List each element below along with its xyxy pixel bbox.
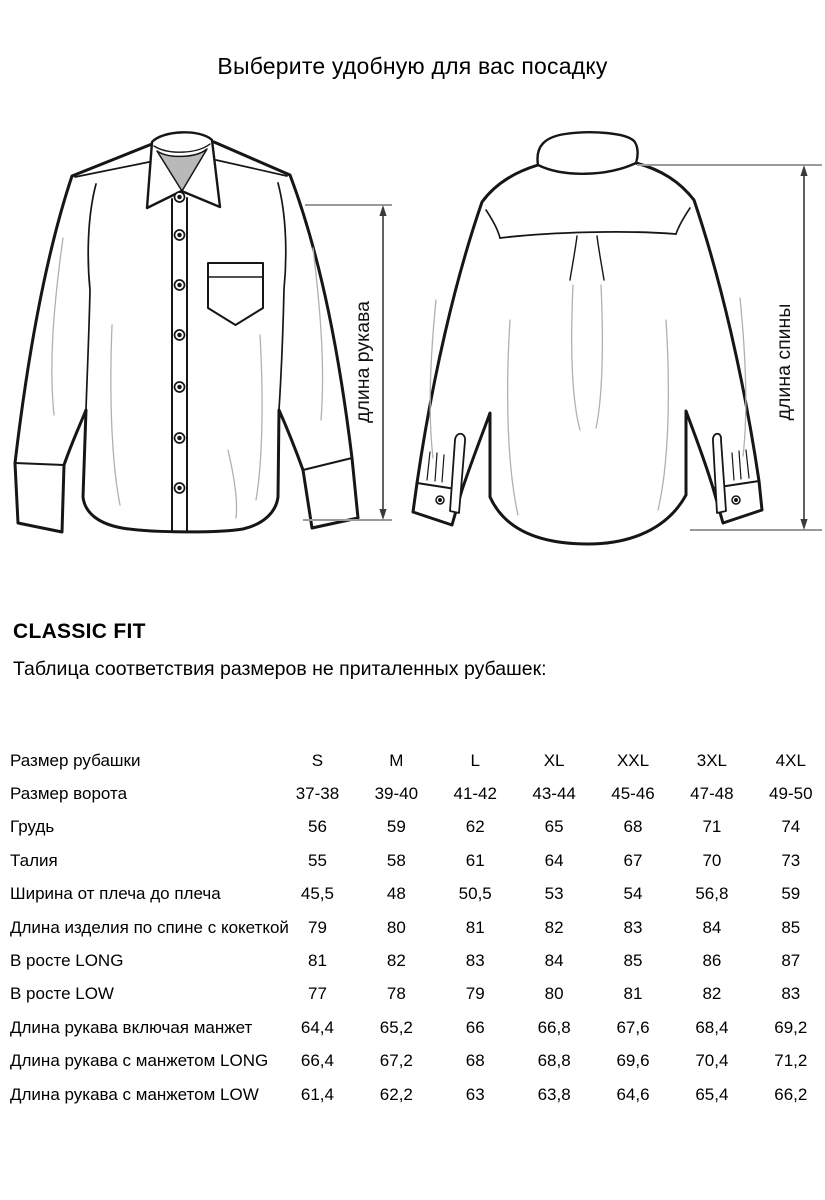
row-label: В росте LONG bbox=[10, 951, 124, 971]
size-cell: 82 bbox=[702, 984, 722, 1004]
size-cell: 68 bbox=[465, 1051, 485, 1071]
size-cell: L bbox=[470, 750, 480, 770]
size-cell: 83 bbox=[781, 984, 801, 1004]
size-cell: 37-38 bbox=[295, 784, 340, 804]
size-cell: 59 bbox=[781, 884, 801, 904]
size-cell: 83 bbox=[623, 917, 643, 937]
size-cell: 84 bbox=[702, 917, 722, 937]
row-label: В росте LOW bbox=[10, 984, 114, 1004]
size-cell: 61 bbox=[465, 850, 485, 870]
size-cell: 81 bbox=[307, 951, 327, 971]
size-cell: 69,6 bbox=[616, 1051, 650, 1071]
size-cell: 48 bbox=[386, 884, 406, 904]
row-label: Грудь bbox=[10, 817, 55, 837]
size-table-row bbox=[10, 744, 825, 777]
size-table-row bbox=[10, 844, 825, 877]
size-cell: 63 bbox=[465, 1084, 485, 1104]
size-cell: 65,4 bbox=[695, 1084, 729, 1104]
size-cell: 47-48 bbox=[690, 784, 734, 804]
row-label: Длина изделия по спине с кокеткой bbox=[10, 917, 289, 937]
size-cell: 66,4 bbox=[300, 1051, 334, 1071]
size-cell: 63,8 bbox=[537, 1084, 571, 1104]
size-cell: 56 bbox=[307, 817, 327, 837]
size-cell: 74 bbox=[781, 817, 801, 837]
page-title: Выберите удобную для вас посадку bbox=[217, 53, 608, 79]
size-cell: 80 bbox=[386, 917, 406, 937]
fit-heading: CLASSIC FIT bbox=[13, 620, 146, 643]
size-cell: 79 bbox=[307, 917, 327, 937]
size-table-row bbox=[10, 911, 825, 944]
size-cell: 62,2 bbox=[379, 1084, 413, 1104]
size-cell: 45,5 bbox=[300, 884, 334, 904]
row-label: Размер ворота bbox=[10, 784, 128, 804]
size-cell: 71 bbox=[702, 817, 722, 837]
size-table-row bbox=[10, 777, 825, 810]
size-table-row bbox=[10, 811, 825, 844]
size-cell: 49-50 bbox=[769, 784, 813, 804]
size-table-row bbox=[10, 978, 825, 1011]
size-cell: XXL bbox=[616, 750, 650, 770]
size-cell: 64,6 bbox=[616, 1084, 650, 1104]
size-cell: 84 bbox=[544, 951, 564, 971]
size-cell: 67 bbox=[623, 850, 643, 870]
size-cell: 71,2 bbox=[774, 1051, 808, 1071]
size-cell: 59 bbox=[386, 817, 406, 837]
size-cell: 67,6 bbox=[616, 1017, 650, 1037]
shirt-back-drawing bbox=[413, 132, 762, 544]
size-cell: 56,8 bbox=[695, 884, 729, 904]
row-label: Длина рукава включая манжет bbox=[10, 1017, 253, 1037]
size-cell: 65 bbox=[544, 817, 564, 837]
size-cell: M bbox=[389, 750, 404, 770]
sleeve-length-label: длина рукава bbox=[352, 301, 374, 423]
size-cell: 55 bbox=[307, 850, 327, 870]
back-length-label: длина спины bbox=[773, 303, 795, 421]
row-label: Длина рукава с манжетом LOW bbox=[10, 1084, 259, 1104]
size-cell: 45-46 bbox=[611, 784, 655, 804]
size-cell: 64,4 bbox=[300, 1017, 334, 1037]
row-label: Талия bbox=[10, 850, 58, 870]
row-label: Длина рукава с манжетом LONG bbox=[10, 1051, 269, 1071]
size-cell: 53 bbox=[544, 884, 564, 904]
size-cell: 82 bbox=[386, 951, 406, 971]
size-cell: 64 bbox=[544, 850, 564, 870]
size-cell: 3XL bbox=[696, 750, 728, 770]
size-cell: S bbox=[311, 750, 324, 770]
size-cell: 41-42 bbox=[453, 784, 497, 804]
size-table-row bbox=[10, 878, 825, 911]
size-cell: 62 bbox=[465, 817, 485, 837]
table-subtitle: Таблица соответствия размеров не приталенных рубашек: bbox=[13, 658, 547, 680]
row-label: Ширина от плеча до плеча bbox=[10, 884, 221, 904]
size-cell: 4XL bbox=[775, 750, 806, 770]
size-cell: 81 bbox=[465, 917, 485, 937]
size-cell: 67,2 bbox=[379, 1051, 413, 1071]
size-cell: 80 bbox=[544, 984, 564, 1004]
size-cell: 50,5 bbox=[458, 884, 492, 904]
size-cell: 85 bbox=[623, 951, 643, 971]
size-cell: 81 bbox=[623, 984, 643, 1004]
size-cell: 66,2 bbox=[774, 1084, 808, 1104]
shirt-diagrams bbox=[0, 120, 825, 600]
size-cell: 61,4 bbox=[300, 1084, 334, 1104]
size-cell: XL bbox=[543, 750, 565, 770]
size-cell: 70 bbox=[702, 850, 722, 870]
size-cell: 86 bbox=[702, 951, 722, 971]
size-cell: 43-44 bbox=[532, 784, 576, 804]
size-cell: 69,2 bbox=[774, 1017, 808, 1037]
size-cell: 68,4 bbox=[695, 1017, 729, 1037]
size-cell: 65,2 bbox=[379, 1017, 413, 1037]
size-cell: 79 bbox=[465, 984, 485, 1004]
shirt-front-drawing bbox=[15, 132, 358, 532]
size-cell: 87 bbox=[781, 951, 801, 971]
size-cell: 73 bbox=[781, 850, 801, 870]
size-cell: 77 bbox=[307, 984, 327, 1004]
size-table-row bbox=[10, 1045, 825, 1078]
size-cell: 68,8 bbox=[537, 1051, 571, 1071]
size-cell: 68 bbox=[623, 817, 643, 837]
size-cell: 58 bbox=[386, 850, 406, 870]
size-table-row bbox=[10, 1078, 825, 1111]
size-cell: 78 bbox=[386, 984, 406, 1004]
size-cell: 66 bbox=[465, 1017, 485, 1037]
size-cell: 39-40 bbox=[374, 784, 419, 804]
size-cell: 66,8 bbox=[537, 1017, 571, 1037]
size-cell: 82 bbox=[544, 917, 564, 937]
size-cell: 54 bbox=[623, 884, 643, 904]
size-table bbox=[10, 744, 825, 1111]
size-table-row bbox=[10, 944, 825, 977]
size-cell: 85 bbox=[781, 917, 801, 937]
size-table-row bbox=[10, 1011, 825, 1044]
row-label: Размер рубашки bbox=[10, 750, 141, 770]
back-collar bbox=[537, 132, 637, 174]
size-cell: 83 bbox=[465, 951, 485, 971]
size-cell: 70,4 bbox=[695, 1051, 729, 1071]
